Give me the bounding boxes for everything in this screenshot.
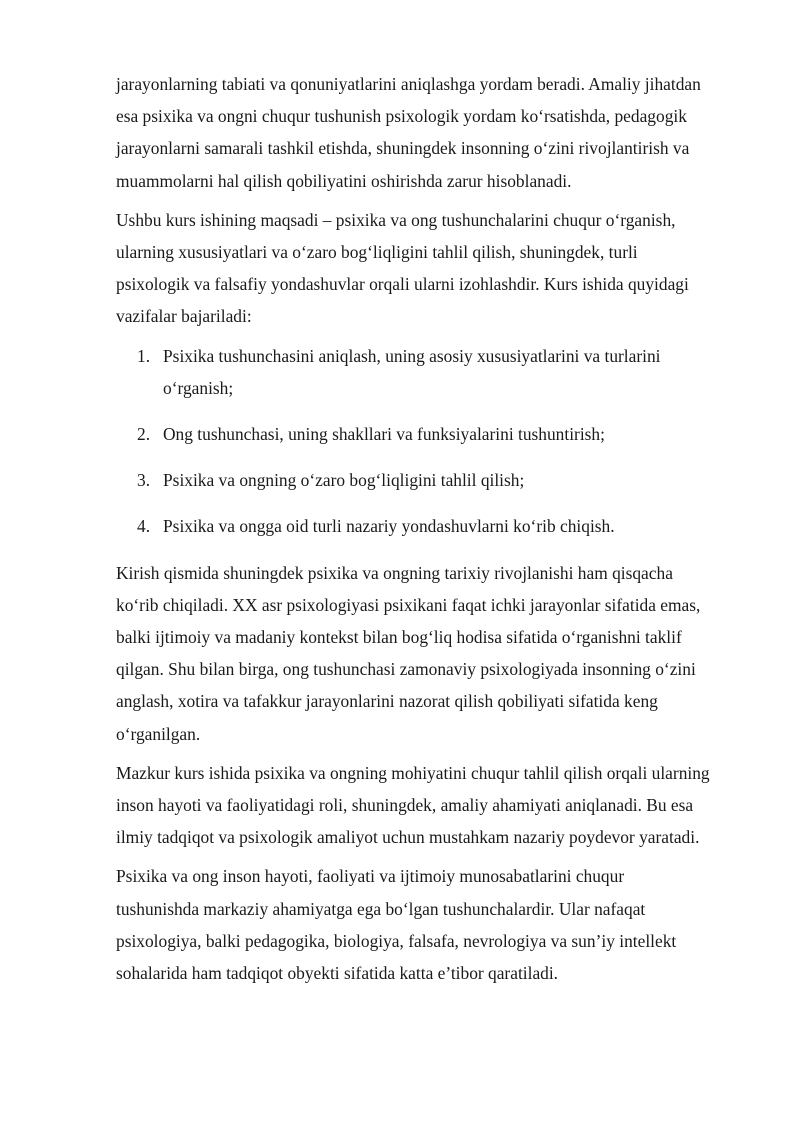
task-list xyxy=(116,340,710,543)
paragraph-intro-continuation: jarayonlarning tabiati va qonuniyatlarini aniqlashga yordam beradi. Amaliy jihatdan esa psixika va ongni chuqur tushunish psixologik yordam ko‘rsatishda, pedagogik jarayonlarni samarali tashkil etishda, shuningdek insonning o‘zini rivojlantirish va muammolarni hal qilish qobiliyatini oshirishda zarur hisoblanadi. xyxy=(116,74,701,191)
paragraph-course-goal: Ushbu kurs ishining maqsadi – psixika va ong tushunchalarini chuqur o‘rganish, ularning xususiyatlari va o‘zaro bog‘liqligini tahlil qilish, shuningdek, turli psixologik va falsafiy yondashuvlar orqali ularni izohlashdir. Kurs ishida quyidagi vazifalar bajariladi: xyxy=(116,209,689,327)
task-list-item xyxy=(116,340,710,404)
task-number: 3. xyxy=(137,470,151,491)
task-text: Psixika tushunchasini aniqlash, uning asosiy xususiyatlarini va turlarini o‘rganish; xyxy=(163,345,661,398)
task-list-item xyxy=(116,418,710,450)
task-number: 1. xyxy=(137,345,151,366)
paragraph-interdisciplinary: Psixika va ong inson hayoti, faoliyati va ijtimoiy munosabatlarini chuqur tushunishda markaziy ahamiyatga ega bo‘lgan tushunchalardir. Ular nafaqat psixologiya, balki pedagogika, biologiya, falsafa, nevrologiya va sun’iy intellekt sohalarida ham tadqiqot obyekti sifatida katta e’tibor qaratiladi. xyxy=(116,866,677,984)
task-number: 2. xyxy=(137,424,151,445)
task-list-item xyxy=(116,464,710,496)
task-text: Psixika va ongning o‘zaro bog‘liqligini tahlil qilish; xyxy=(163,470,525,491)
task-number: 4. xyxy=(137,516,151,537)
task-list-item xyxy=(116,510,710,542)
task-text: Ong tushunchasi, uning shakllari va funksiyalarini tushuntirish; xyxy=(163,424,605,445)
document-page xyxy=(116,68,710,996)
task-text: Psixika va ongga oid turli nazariy yondashuvlarni ko‘rib chiqish. xyxy=(163,516,615,537)
paragraph-significance: Mazkur kurs ishida psixika va ongning mohiyatini chuqur tahlil qilish orqali ularning inson hayoti va faoliyatidagi roli, shuningdek, amaliy ahamiyati aniqlanadi. Bu esa ilmiy tadqiqot va psixologik amaliyot uchun mustahkam nazariy poydevor yaratadi. xyxy=(116,762,710,848)
paragraph-history: Kirish qismida shuningdek psixika va ongning tarixiy rivojlanishi ham qisqacha ko‘rib chiqiladi. XX asr psixologiyasi psixikani faqat ichki jarayonlar sifatida emas, balki ijtimoiy va madaniy kontekst bilan bog‘liq hodisa sifatida o‘rganishni taklif qilgan. Shu bilan birga, ong tushunchasi zamonaviy psixologiyada insonning o‘zini anglash, xotira va tafakkur jarayonlarini nazorat qilish qobiliyati sifatida keng o‘rganilgan. xyxy=(116,562,701,744)
